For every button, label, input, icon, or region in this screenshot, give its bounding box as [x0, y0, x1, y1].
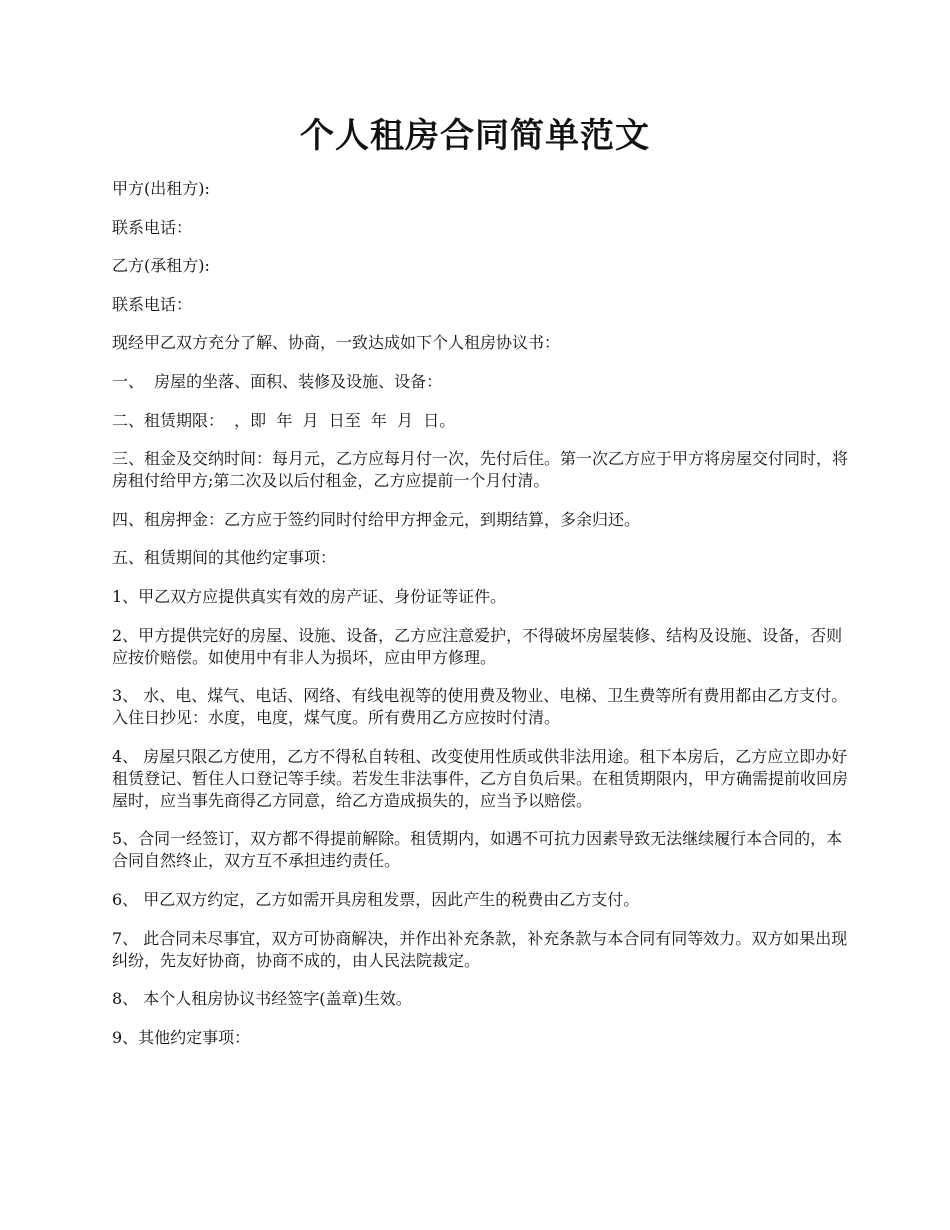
clause-3-rent: 三、租金及交纳时间：每月元，乙方应每月付一次，先付后住。第一次乙方应于甲方将房屋交付同时，将房租付给甲方;第二次及以后付租金，乙方应提前一个月付清。 [112, 449, 849, 491]
item-3: 3、 水、电、煤气、电话、网络、有线电视等的使用费及物业、电梯、卫生费等所有费用都由乙方支付。入住日抄见：水度，电度，煤气度。所有费用乙方应按时付清。 [112, 686, 848, 728]
clause-5-heading: 五、租赁期间的其他约定事项： [112, 548, 337, 568]
clause-1-property: 一、 房屋的坐落、面积、装修及设施、设备： [112, 371, 443, 391]
party-a-phone-label: 联系电话： [112, 217, 193, 237]
item-2: 2、甲方提供完好的房屋、设施、设备，乙方应注意爱护，不得破坏房屋装修、结构及设施、设备，否则应按价赔偿。如使用中有非人为损坏，应由甲方修理。 [112, 625, 843, 667]
item-4: 4、 房屋只限乙方使用，乙方不得私自转租、改变使用性质或供非法用途。租下本房后，乙方应立即办好租赁登记、暂住人口登记等手续。若发生非法事件，乙方自负后果。在租赁期限内，甲方确需提前收回房屋时，应当事先商得乙方同意，给乙方造成损失的，应当予以赔偿。 [112, 746, 849, 810]
item-5: 5、合同一经签订，双方都不得提前解除。租赁期内，如遇不可抗力因素导致无法继续履行本合同的，本合同自然终止，双方互不承担违约责任。 [112, 829, 843, 871]
party-b-phone-label: 联系电话： [112, 294, 193, 314]
item-6: 6、 甲乙双方约定，乙方如需开具房租发票，因此产生的税费由乙方支付。 [112, 889, 640, 909]
item-1: 1、甲乙双方应提供真实有效的房产证、身份证等证件。 [112, 586, 507, 606]
item-9: 9、其他约定事项： [112, 1027, 251, 1047]
party-a-label: 甲方(出租方): [112, 179, 210, 198]
preamble: 现经甲乙双方充分了解、协商，一致达成如下个人租房协议书： [112, 333, 561, 353]
item-8: 8、 本个人租房协议书经签字(盖章)生效。 [112, 989, 412, 1009]
clause-4-deposit: 四、租房押金：乙方应于签约同时付给甲方押金元，到期结算，多余归还。 [112, 509, 641, 529]
item-7: 7、 此合同未尽事宜，双方可协商解决，并作出补充条款，补充条款与本合同有同等效力。双方如果出现纠纷，先友好协商，协商不成的，由人民法院裁定。 [112, 928, 848, 970]
party-b-label: 乙方(承租方): [112, 256, 210, 276]
document-body [112, 178, 852, 1065]
clause-2-term: 二、租赁期限： ，即 年 月 日至 年 月 日。 [112, 410, 456, 430]
document-title: 个人租房合同简单范文 [300, 116, 650, 156]
